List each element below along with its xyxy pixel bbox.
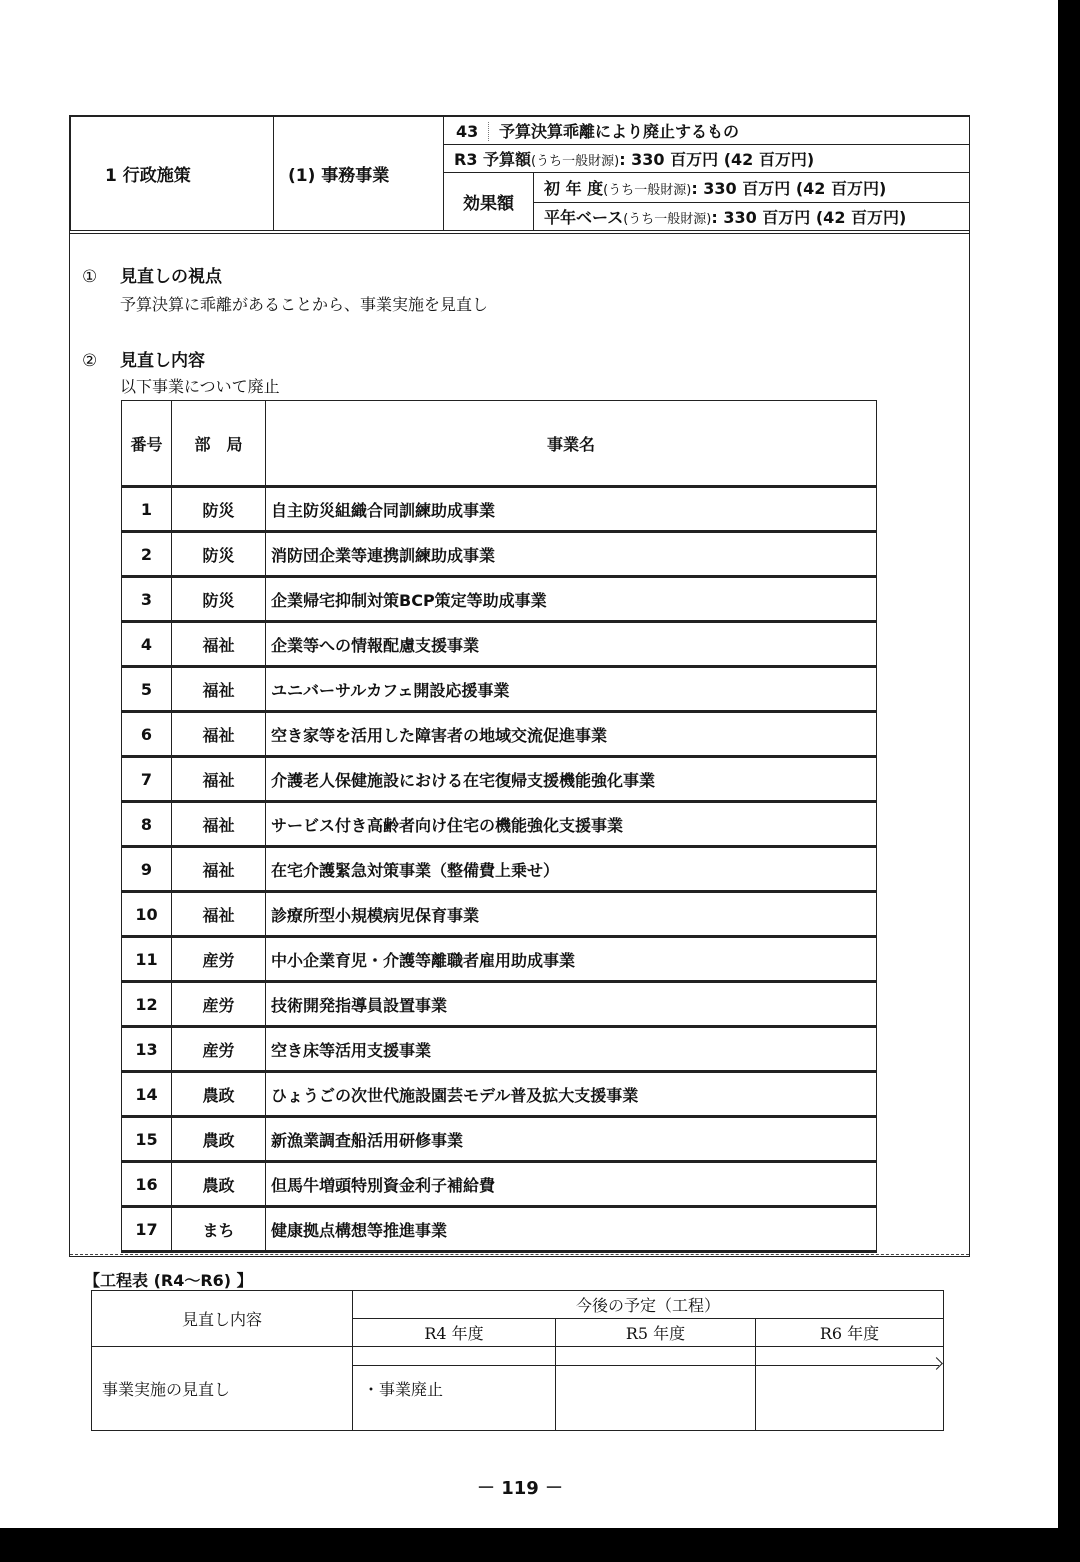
item-number: 43 (444, 122, 489, 141)
table-row (122, 622, 877, 667)
table-row (122, 577, 877, 622)
project-department: 産労 (172, 937, 266, 982)
table-row (122, 1072, 877, 1117)
project-name: 消防団企業等連携訓練助成事業 (266, 532, 877, 577)
section1-text: 予算決算に乖離があることから、事業実施を見直し (120, 295, 489, 314)
project-name: サービス付き高齢者向け住宅の機能強化支援事業 (266, 802, 877, 847)
project-department: 福祉 (172, 892, 266, 937)
schedule-r6-cell (756, 1347, 944, 1431)
normal-year-note: (うち一般財源) (623, 211, 712, 227)
project-number: 17 (122, 1207, 172, 1252)
project-name: 技術開発指導員設置事業 (266, 982, 877, 1027)
project-department: 福祉 (172, 757, 266, 802)
project-name: 中小企業育児・介護等離職者雇用助成事業 (266, 937, 877, 982)
budget-value: : 330 百万円 (42 百万円) (619, 150, 815, 170)
normal-year-value: : 330 百万円 (42 百万円) (711, 207, 907, 227)
project-name: ユニバーサルカフェ開設応援事業 (266, 667, 877, 712)
project-department: 福祉 (172, 802, 266, 847)
project-name: 診療所型小規模病児保育事業 (266, 892, 877, 937)
project-department: 農政 (172, 1117, 266, 1162)
project-department: 防災 (172, 487, 266, 532)
project-number: 4 (122, 622, 172, 667)
project-number: 16 (122, 1162, 172, 1207)
project-name: 空き床等活用支援事業 (266, 1027, 877, 1072)
first-year-label: 初 年 度 (544, 179, 604, 199)
project-department: まち (172, 1207, 266, 1252)
project-number: 15 (122, 1117, 172, 1162)
project-name: ひょうごの次世代施設園芸モデル普及拡大支援事業 (266, 1072, 877, 1117)
project-number: 12 (122, 982, 172, 1027)
project-number: 11 (122, 937, 172, 982)
dashed-separator (70, 1254, 969, 1255)
table-row (122, 712, 877, 757)
section2-text: 以下事業について廃止 (120, 377, 280, 396)
project-number: 2 (122, 532, 172, 577)
project-department: 福祉 (172, 667, 266, 712)
project-department: 産労 (172, 1027, 266, 1072)
project-name: 企業帰宅抑制対策BCP策定等助成事業 (266, 577, 877, 622)
subcategory-cell: (1) 事務事業 (274, 117, 444, 231)
table-row (122, 757, 877, 802)
project-name: 空き家等を活用した障害者の地域交流促進事業 (266, 712, 877, 757)
project-number: 7 (122, 757, 172, 802)
project-department: 農政 (172, 1072, 266, 1117)
header-table (70, 116, 970, 231)
project-department: 農政 (172, 1162, 266, 1207)
project-name: 新漁業調査船活用研修事業 (266, 1117, 877, 1162)
table-row (122, 487, 877, 532)
section1-marker: ① (82, 267, 98, 287)
project-department: 産労 (172, 982, 266, 1027)
header-project-name: 事業名 (266, 401, 877, 487)
table-row (122, 982, 877, 1027)
table-row (122, 1027, 877, 1072)
project-number: 1 (122, 487, 172, 532)
project-name: 介護老人保健施設における在宅復帰支援機能強化事業 (266, 757, 877, 802)
project-number: 10 (122, 892, 172, 937)
budget-label: R3 予算額 (454, 150, 532, 170)
item-title-cell (444, 117, 970, 145)
schedule-r4-item: ・事業廃止 (363, 1380, 444, 1399)
project-name: 在宅介護緊急対策事業（整備費上乗せ） (266, 847, 877, 892)
project-department: 防災 (172, 532, 266, 577)
schedule-col-plan: 今後の予定（工程） (353, 1291, 944, 1319)
schedule-r5-cell (556, 1347, 756, 1431)
project-department: 防災 (172, 577, 266, 622)
effect-label: 効果額 (444, 173, 534, 231)
project-number: 13 (122, 1027, 172, 1072)
projects-header-row (122, 401, 877, 487)
table-row (122, 667, 877, 712)
project-number: 9 (122, 847, 172, 892)
project-name: 但馬牛増頭特別資金利子補給費 (266, 1162, 877, 1207)
header-number: 番号 (122, 401, 172, 487)
normal-year-label: 平年ベース (544, 207, 624, 227)
project-number: 5 (122, 667, 172, 712)
schedule-row-label: 事業実施の見直し (92, 1347, 353, 1431)
table-row (122, 847, 877, 892)
header-department: 部 局 (172, 401, 266, 487)
project-department: 福祉 (172, 622, 266, 667)
schedule-year-r6: R6 年度 (756, 1319, 944, 1347)
first-year-value: : 330 百万円 (42 百万円) (691, 179, 887, 199)
table-row (122, 532, 877, 577)
table-row (122, 1117, 877, 1162)
table-row (122, 1162, 877, 1207)
table-row (122, 892, 877, 937)
project-number: 14 (122, 1072, 172, 1117)
schedule-arrow-line (353, 1365, 939, 1366)
section1-title (82, 262, 222, 287)
header-double-rule (70, 230, 969, 234)
budget-note: (うち一般財源) (531, 154, 620, 170)
project-name: 企業等への情報配慮支援事業 (266, 622, 877, 667)
normal-year-cell (534, 202, 970, 230)
project-number: 6 (122, 712, 172, 757)
schedule-table (91, 1290, 944, 1431)
schedule-col-content: 見直し内容 (92, 1291, 353, 1347)
project-department: 福祉 (172, 712, 266, 757)
projects-table (121, 400, 877, 1253)
project-number: 3 (122, 577, 172, 622)
category-cell: 1 行政施策 (71, 117, 274, 231)
schedule-year-r4: R4 年度 (353, 1319, 556, 1347)
project-number: 8 (122, 802, 172, 847)
section2-title (82, 346, 205, 371)
project-department: 福祉 (172, 847, 266, 892)
schedule-year-r5: R5 年度 (556, 1319, 756, 1347)
budget-cell (444, 145, 970, 173)
section2-heading: 見直し内容 (120, 351, 205, 371)
item-title: 予算決算乖離により廃止するもの (499, 122, 740, 142)
content-frame (69, 115, 970, 1399)
schedule-r4-cell (353, 1347, 556, 1431)
section1-heading: 見直しの視点 (120, 267, 222, 287)
project-name: 健康拠点構想等推進事業 (266, 1207, 877, 1252)
section2-marker: ② (82, 351, 98, 371)
table-row (122, 802, 877, 847)
page-number: － 119 － (476, 1478, 564, 1499)
project-name: 自主防災組織合同訓練助成事業 (266, 487, 877, 532)
table-row (122, 1207, 877, 1252)
schedule-title: 【工程表 (R4～R6) 】 (84, 1271, 253, 1290)
first-year-note: (うち一般財源) (603, 183, 692, 199)
table-row (122, 937, 877, 982)
first-year-cell (534, 173, 970, 202)
